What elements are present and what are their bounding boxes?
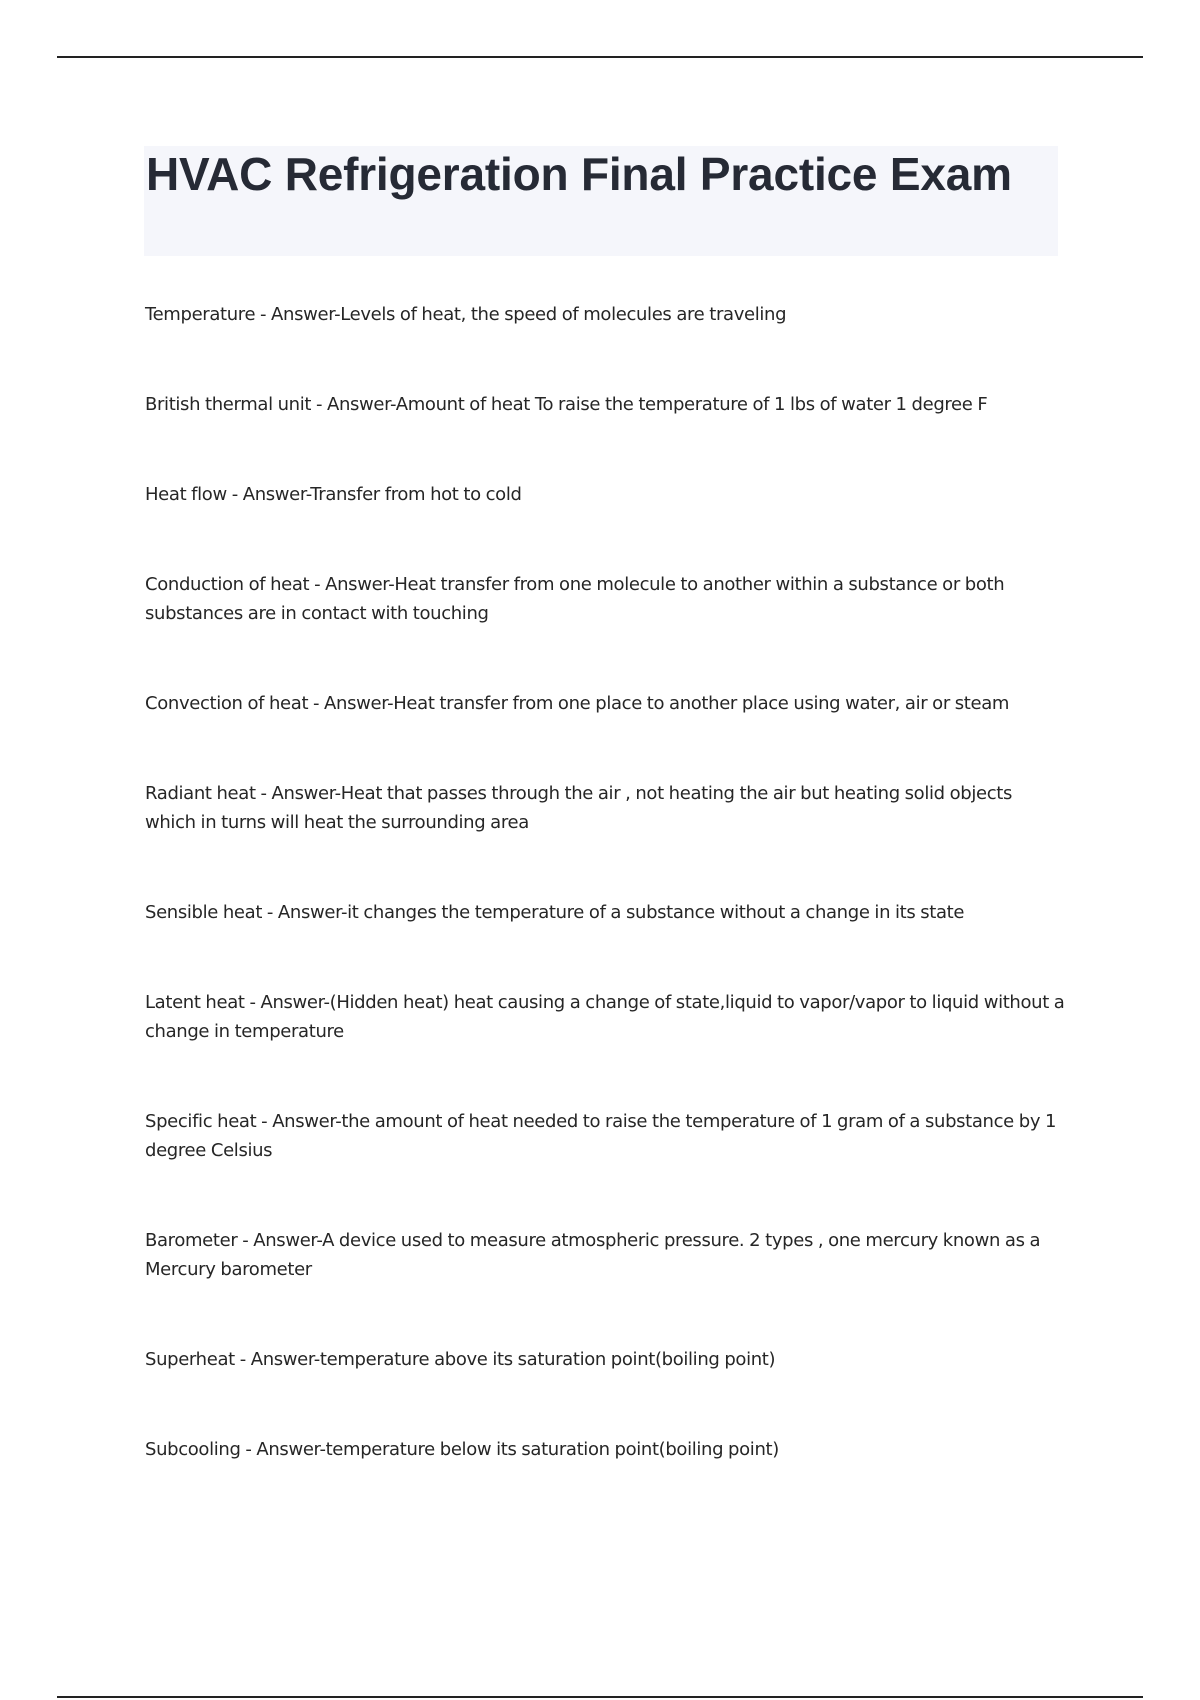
qa-item-barometer: Barometer - Answer-A device used to measure atmospheric pressure. 2 types , one mercury known as a Mercury barometer [145, 1230, 1041, 1280]
page-title: HVAC Refrigeration Final Practice Exam [146, 148, 1012, 200]
footer-rule [57, 1696, 1143, 1698]
qa-item-btu: British thermal unit - Answer-Amount of heat To raise the temperature of 1 lbs of water 1 degree F [145, 394, 988, 415]
qa-item-subcooling: Subcooling - Answer-temperature below its saturation point(boiling point) [145, 1439, 779, 1460]
qa-item-radiant-heat: Radiant heat - Answer-Heat that passes through the air , not heating the air but heating solid objects which in turns will heat the surrounding area [145, 783, 1012, 833]
qa-item-convection: Convection of heat - Answer-Heat transfer from one place to another place using water, air or steam [145, 693, 1010, 714]
qa-item-sensible-heat: Sensible heat - Answer-it changes the temperature of a substance without a change in its state [145, 902, 965, 923]
qa-item-temperature: Temperature - Answer-Levels of heat, the speed of molecules are traveling [145, 304, 787, 325]
qa-item-latent-heat: Latent heat - Answer-(Hidden heat) heat causing a change of state,liquid to vapor/vapor to liquid without a change in temperature [145, 992, 1065, 1042]
qa-item-heat-flow: Heat flow - Answer-Transfer from hot to cold [145, 484, 522, 505]
qa-list [145, 300, 1065, 1525]
title-block [144, 146, 1058, 256]
qa-item-specific-heat: Specific heat - Answer-the amount of heat needed to raise the temperature of 1 gram of a substance by 1 degree Celsius [145, 1111, 1057, 1161]
qa-item-conduction: Conduction of heat - Answer-Heat transfer from one molecule to another within a substance or both substances are in contact with touching [145, 574, 1005, 624]
qa-item-superheat: Superheat - Answer-temperature above its saturation point(boiling point) [145, 1349, 776, 1370]
header-rule [57, 56, 1143, 58]
